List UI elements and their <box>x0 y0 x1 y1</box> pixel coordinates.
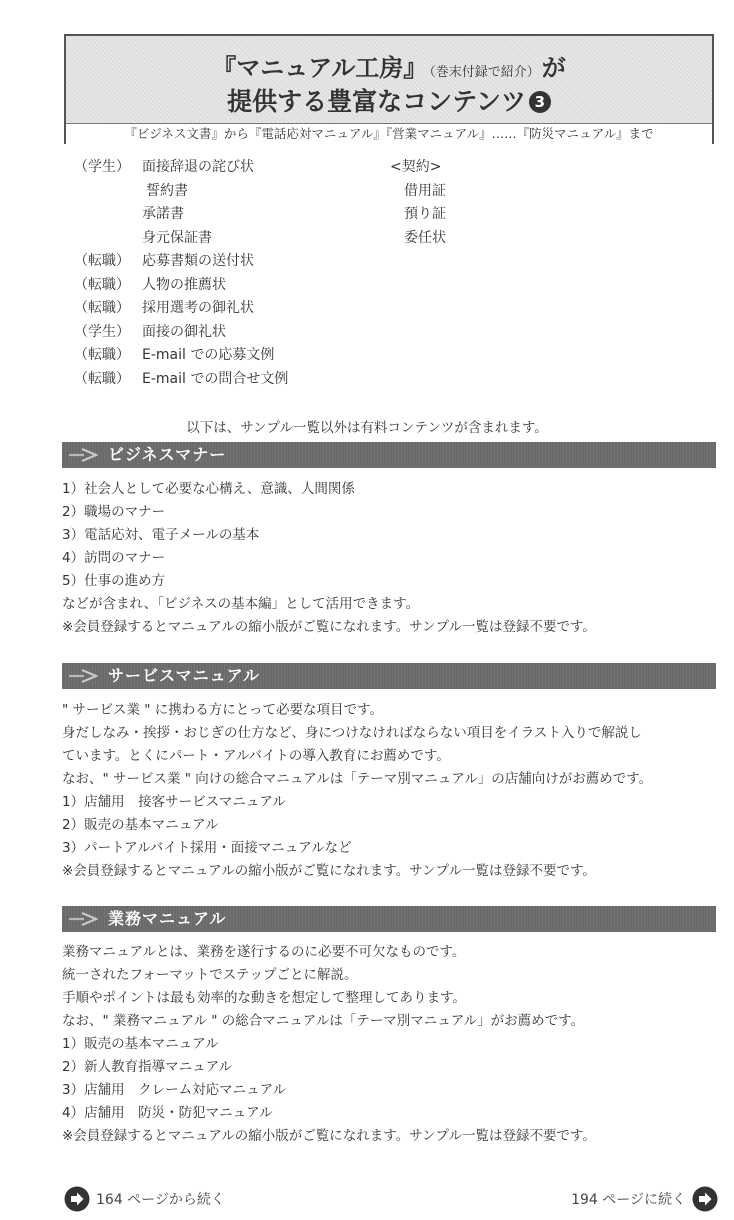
section-line: 3）電話応対、電子メールの基本 <box>62 527 260 543</box>
arrow-right-circle-icon <box>64 1186 90 1212</box>
contract-item: 借用証 <box>404 182 446 199</box>
arrow-icon <box>68 447 98 463</box>
prev-page-text: 164 ページから続く <box>96 1192 225 1208</box>
section-header-operations-manual <box>62 906 716 932</box>
list-item <box>74 368 288 392</box>
next-page-text: 194 ページに続く <box>571 1192 686 1208</box>
title-ga: が <box>541 54 566 82</box>
contract-heading: <契約> <box>390 159 442 175</box>
title-line-2 <box>66 82 712 118</box>
list-item <box>74 297 288 321</box>
list-item-name: 応募書類の送付状 <box>142 253 254 269</box>
section-line: ています。とくにパート・アルバイトの導入教育にお薦めです。 <box>62 748 450 764</box>
list-item <box>74 250 288 274</box>
arrow-right-circle-icon <box>692 1186 718 1212</box>
list-item-category: （転職） <box>74 347 130 363</box>
section-line: 3）パートアルバイト採用・面接マニュアルなど <box>62 840 352 856</box>
prev-page-link[interactable] <box>64 1186 225 1212</box>
section-body-operations-manual <box>62 941 722 1148</box>
section-line: 4）訪問のマナー <box>62 550 166 566</box>
section-line: 統一されたフォーマットでステップごとに解説。 <box>62 967 358 983</box>
list-item-name: E-mail での応募文例 <box>142 347 275 363</box>
title-box <box>64 34 714 144</box>
section-header-business-manner <box>62 442 716 468</box>
section-body-service-manual <box>62 699 722 883</box>
list-item-name: 誓約書 <box>146 182 188 199</box>
section-line: なお、" 業務マニュアル " の総合マニュアルは「テーマ別マニュアル」がお薦めです。 <box>62 1013 585 1029</box>
list-item-category: （学生） <box>74 323 130 340</box>
section-line: 4）店舗用 防災・防犯マニュアル <box>62 1105 273 1121</box>
section-line: 2）職場のマナー <box>62 504 166 520</box>
section-title: ビジネスマナー <box>108 445 227 464</box>
contract-list <box>390 156 446 250</box>
number-badge: 3 <box>529 91 551 113</box>
list-item-name: 承諾書 <box>142 206 184 222</box>
list-item <box>74 180 288 204</box>
list-item <box>74 321 288 345</box>
section-line: ※会員登録するとマニュアルの縮小版がご覧になれます。サンプル一覧は登録不要です。 <box>62 619 596 635</box>
list-item <box>74 344 288 368</box>
document-list <box>74 156 288 391</box>
list-item-name: E-mail での問合せ文例 <box>142 370 289 387</box>
section-line: 業務マニュアルとは、業務を遂行するのに必要不可欠なものです。 <box>62 944 466 960</box>
title-line-1 <box>66 48 712 83</box>
title-note: （巻末付録で紹介） <box>429 65 540 80</box>
list-item-category: （転職） <box>74 300 130 316</box>
section-line: 1）販売の基本マニュアル <box>62 1036 219 1052</box>
list-item <box>74 203 288 227</box>
section-header-service-manual <box>62 663 716 689</box>
list-item-category: （転職） <box>74 276 130 293</box>
list-item-name: 採用選考の御礼状 <box>142 300 254 316</box>
arrow-icon <box>68 668 98 684</box>
section-line: 5）仕事の進め方 <box>62 573 166 589</box>
section-line: 2）新人教育指導マニュアル <box>62 1059 233 1075</box>
list-item-name: 面接辞退の詫び状 <box>142 159 254 175</box>
section-line: なお、" サービス業 " 向けの総合マニュアルは「テーマ別マニュアル」の店舗向けがお薦めです。 <box>62 771 653 787</box>
section-line: ※会員登録するとマニュアルの縮小版がご覧になれます。サンプル一覧は登録不要です。 <box>62 1128 596 1144</box>
section-line: 手順やポイントは最も効率的な動きを想定して整理してあります。 <box>62 990 466 1006</box>
section-title: サービスマニュアル <box>108 666 261 685</box>
contract-item: 委任状 <box>404 229 446 246</box>
section-line: " サービス業 " に携わる方にとって必要な項目です。 <box>62 702 383 718</box>
list-item-name: 身元保証書 <box>142 229 212 246</box>
title-main: 『マニュアル工房』 <box>212 54 428 82</box>
title-subtitle: 『ビジネス文書』から『電話応対マニュアル』『営業マニュアル』……『防災マニュアル』まで <box>66 123 712 144</box>
list-item-name: 面接の御礼状 <box>142 323 226 340</box>
title-line2-text: 提供する豊富なコンテンツ <box>227 87 526 116</box>
section-line: 3）店舗用 クレーム対応マニュアル <box>62 1082 287 1098</box>
arrow-icon <box>68 911 98 927</box>
section-line: などが含まれ、「ビジネスの基本編」として活用できます。 <box>62 596 420 612</box>
list-item-name: 人物の推薦状 <box>142 276 226 293</box>
list-item-category: （学生） <box>74 159 130 175</box>
section-title: 業務マニュアル <box>108 909 227 928</box>
section-line: 身だしなみ・挨拶・おじぎの仕方など、身につけなければならない項目をイラスト入りで解説し <box>62 725 642 741</box>
contract-item: 預り証 <box>404 206 446 222</box>
list-item-category: （転職） <box>74 370 130 387</box>
next-page-link[interactable] <box>571 1186 718 1212</box>
section-line: 1）店舗用 接客サービスマニュアル <box>62 794 286 810</box>
list-item <box>74 227 288 251</box>
list-item-category: （転職） <box>74 253 130 269</box>
list-item <box>74 156 288 180</box>
list-item <box>74 274 288 298</box>
section-line: 2）販売の基本マニュアル <box>62 817 219 833</box>
section-line: ※会員登録するとマニュアルの縮小版がご覧になれます。サンプル一覧は登録不要です。 <box>62 863 596 879</box>
section-body-business-manner <box>62 478 722 639</box>
section-line: 1）社会人として必要な心構え、意識、人間関係 <box>62 481 355 497</box>
paid-content-notice: 以下は、サンプル一覧以外は有料コンテンツが含まれます。 <box>186 420 548 436</box>
